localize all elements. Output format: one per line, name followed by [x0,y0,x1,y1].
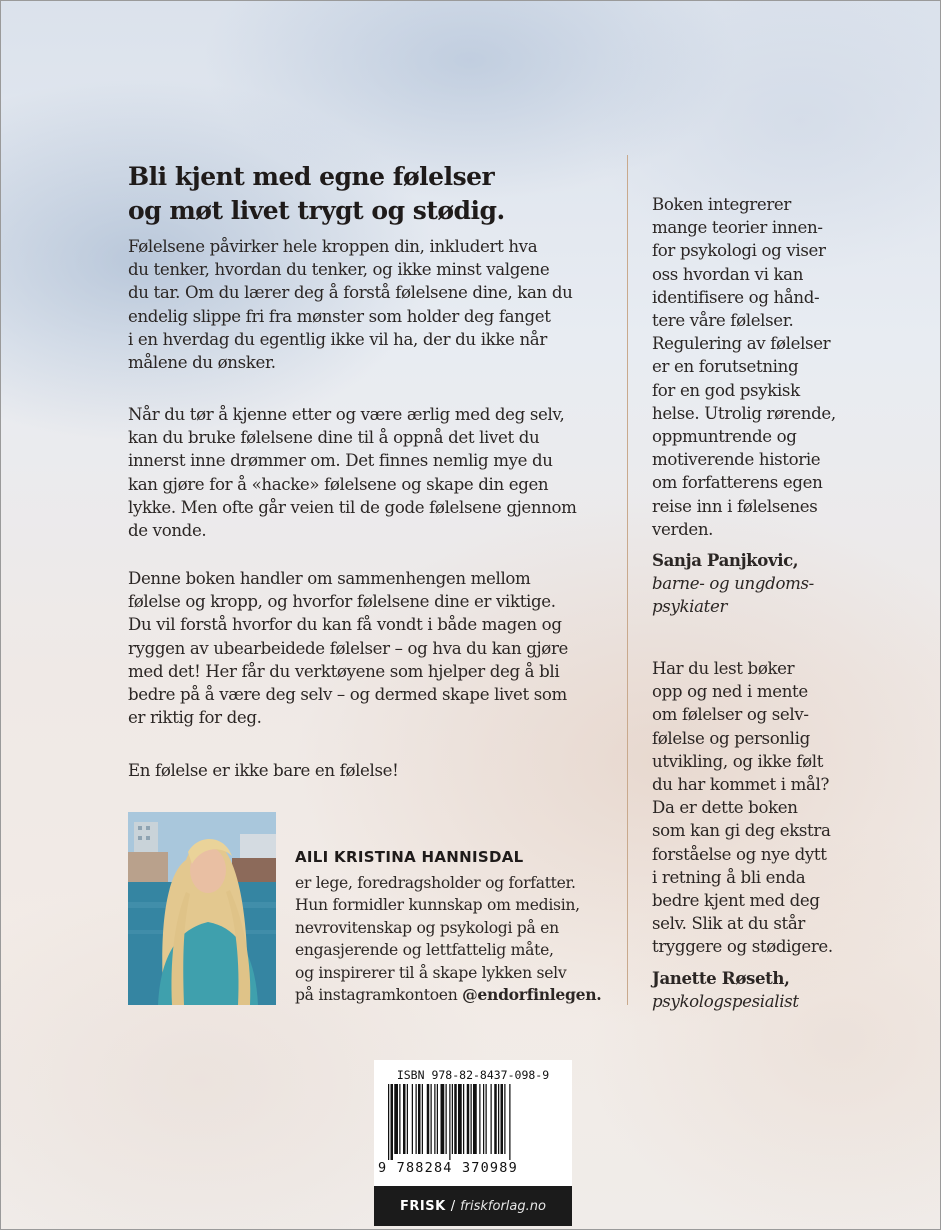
quote-line: motiverende historie [652,450,821,470]
reviewer-name: Sanja Panjkovic, [652,550,799,571]
barcode-bar [479,1084,480,1154]
text-line: kan du bruke følelsene dine til å oppnå det livet du [128,428,540,448]
barcode-bar [491,1084,492,1154]
barcode-bar [483,1084,484,1154]
bio-line: er lege, foredragsholder og forfatter. [295,874,576,892]
quote-line: for en god psykisk [652,380,800,400]
barcode-bar [403,1084,406,1154]
bio-line: engasjerende og lettfattelig måte, [295,941,554,960]
isbn-barcode [374,1060,572,1186]
text-line: i en hverdag du egentlig ikke vil ha, der du ikke når [128,329,547,349]
barcode-bar [452,1084,453,1154]
reviewer-title: psykologspesialist [652,991,799,1011]
text-line: endelig slippe fri fra mønster som holder deg fanget [128,306,551,326]
quote-line: identifisere og hånd- [652,287,820,307]
blurb-paragraph-2 [128,403,598,542]
quote-line: Har du lest bøker [652,659,795,678]
barcode-bars [388,1084,558,1160]
quote-line: Regulering av følelser [652,334,831,354]
quote-line: om følelser og selv- [652,705,809,725]
barcode-bar [441,1084,445,1154]
barcode-bar [471,1084,472,1154]
text-line: ryggen av ubearbeidede følelser – og hva du kan gjøre [128,638,568,658]
barcode-bar [473,1084,477,1154]
review-quote-1 [652,193,902,619]
barcode-bar [458,1084,462,1154]
quote-line: for psykologi og viser [652,241,826,261]
bio-line: og inspirerer til å skape lykken selv [295,963,567,982]
author-name: AILI KRISTINA HANNISDAL [295,848,524,866]
text-line: kan gjøre for å «hacke» følelsene og skape din egen [128,474,549,494]
reviewer-title: barne- og ungdoms- [652,574,814,594]
barcode-bar [504,1084,505,1154]
text-line: lykke. Men ofte går veien til de gode følelsene gjennom [128,497,577,517]
barcode-bar [391,1084,394,1160]
text-line: Når du tør å kjenne etter og være ærlig med deg selv, [128,405,565,424]
barcode-bar [394,1084,398,1154]
barcode-bar [449,1084,450,1160]
quote-line: reise inn i følelsenes [652,496,818,516]
bio-line-prefix: på instagramkontoen [295,986,463,1005]
blurb-paragraph-1 [128,235,598,374]
text-line: er riktig for deg. [128,708,262,728]
barcode-bar [498,1084,499,1154]
isbn-label: ISBN 978-82-8437-098-9 [396,1068,550,1082]
blurb-closing-line [128,759,598,782]
column-divider [627,155,628,1005]
text-line: Denne boken handler om sammenhengen mellom [128,569,531,588]
bio-line: nevrovitenskap og psykologi på en [295,918,559,937]
quote-line: verden. [652,519,714,539]
barcode-bar [422,1084,423,1154]
quote-line: oss hvordan vi kan [652,264,804,284]
text-line: En følelse er ikke bare en følelse! [128,761,399,780]
author-bio [295,872,625,1006]
quote-line: selv. Slik at du står [652,914,805,934]
publisher-url[interactable]: friskforlag.no [460,1198,546,1214]
quote-line: om forfatterens egen [652,473,823,493]
quote-line: som kan gi deg ekstra [652,821,831,841]
text-line: følelse og kropp, og hvorfor følelsene dine er viktige. [128,592,556,612]
barcode-bar [399,1084,400,1154]
barcode-bar [467,1084,470,1154]
quote-line: opp og ned i mente [652,682,808,702]
text-line: de vonde. [128,521,207,541]
barcode-bar [388,1084,389,1160]
barcode-bar [412,1084,413,1154]
text-line: bedre på å være deg selv – og dermed skape livet som [128,685,567,705]
publisher-name: FRISK [400,1198,446,1214]
text-line: innerst inne drømmer om. Det finnes nemlig mye du [128,451,553,471]
text-line: Følelsene påvirker hele kroppen din, inkludert hva [128,237,538,256]
barcode-bar [416,1084,417,1154]
text-line: Du vil forstå hvorfor du kan få vondt i både magen og [128,615,562,635]
quote-line: følelse og personlig [652,728,810,748]
text-line: du tar. Om du lærer deg å forstå følelsene dine, kan du [128,283,573,303]
quote-line: helse. Utrolig rørende, [652,403,836,423]
publisher-separator: / [450,1198,456,1214]
barcode-bar [434,1084,435,1154]
barcode-bar [407,1084,408,1154]
publisher-band [374,1186,572,1226]
cover-heading [128,160,598,228]
heading-line: og møt livet trygt og stødig. [128,196,505,225]
bio-line [295,984,625,1006]
text-line: med det! Her får du verktøyene som hjelper deg å bli [128,661,560,681]
barcode-bar [486,1084,487,1154]
text-line: målene du ønsker. [128,353,276,373]
barcode-bar [418,1084,421,1154]
barcode-bar [427,1084,430,1154]
quote-line: i retning å bli enda [652,867,806,887]
quote-line: tere våre følelser. [652,311,794,331]
barcode-bar [501,1084,504,1154]
barcode-bar [431,1084,432,1154]
bio-line: Hun formidler kunnskap om medisin, [295,896,580,915]
instagram-handle: @endorfinlegen. [462,985,602,1005]
quote-line: forståelse og nye dytt [652,844,827,864]
reviewer-name: Janette Røseth, [652,967,790,988]
text-line: du tenker, hvordan du tenker, og ikke minst valgene [128,260,550,280]
quote-line: Boken integrerer [652,195,791,214]
quote-line: tryggere og stødigere. [652,937,833,957]
barcode-bar [446,1084,447,1154]
review-quote-2 [652,657,902,1013]
blurb-paragraph-3 [128,567,598,729]
quote-line: du har kommet i mål? [652,775,830,795]
quote-line: er en forutsetning [652,357,799,377]
barcode-bar [454,1084,457,1154]
barcode-bar [437,1084,438,1154]
reviewer-title: psykiater [652,597,728,617]
barcode-bar [509,1084,510,1160]
heading-line: Bli kjent med egne følelser [128,162,495,191]
barcode-bar [463,1084,464,1154]
author-portrait-illustration [128,812,276,1005]
quote-line: bedre kjent med deg [652,891,820,911]
barcode-bar [494,1084,497,1154]
author-photo [128,812,276,1005]
ean-digits: 9 788284 370989 [378,1160,518,1176]
quote-line: utvikling, og ikke følt [652,751,824,771]
quote-line: oppmuntrende og [652,427,797,447]
quote-line: Da er dette boken [652,798,798,818]
quote-line: mange teorier innen- [652,218,823,238]
